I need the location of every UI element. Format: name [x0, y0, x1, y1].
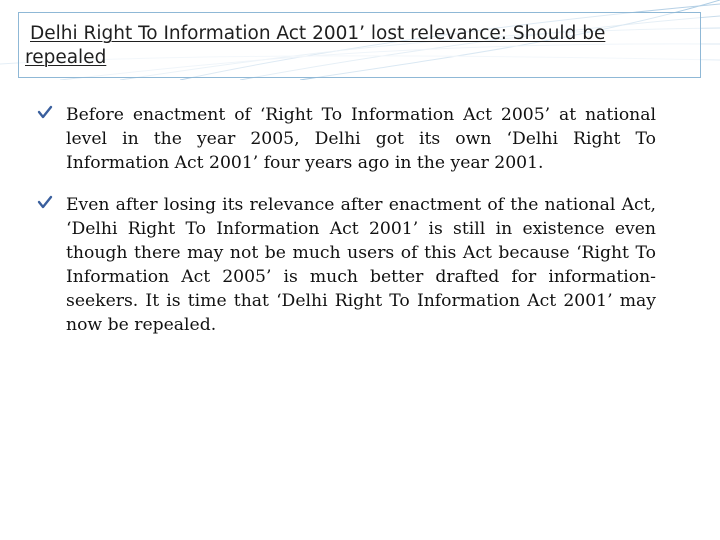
bullet-text: Even after losing its relevance after enactment of the national Act, ‘Delhi Right To Information Act 2001’ is still in existence even though there may not be much users of this Act because ‘Right To Information Act 2005’ is much better drafted for information-seekers. It is time that ‘Delhi Right To Information Act 2001’ may now be repealed. — [66, 195, 656, 335]
title-frame — [18, 12, 701, 78]
bullet-list — [36, 103, 656, 355]
checkmark-bullet-icon — [37, 105, 53, 121]
slide-title: Delhi Right To Information Act 2001’ lost relevance: Should be repealed — [25, 23, 606, 68]
checkmark-bullet-icon — [37, 195, 53, 211]
bullet-text: Before enactment of ‘Right To Information Act 2005’ at national level in the year 2005, Delhi got its own ‘Delhi Right To Information Act 2001’ four years ago in the year 2001. — [66, 105, 656, 173]
bullet-item — [36, 103, 656, 175]
bullet-item — [36, 193, 656, 337]
